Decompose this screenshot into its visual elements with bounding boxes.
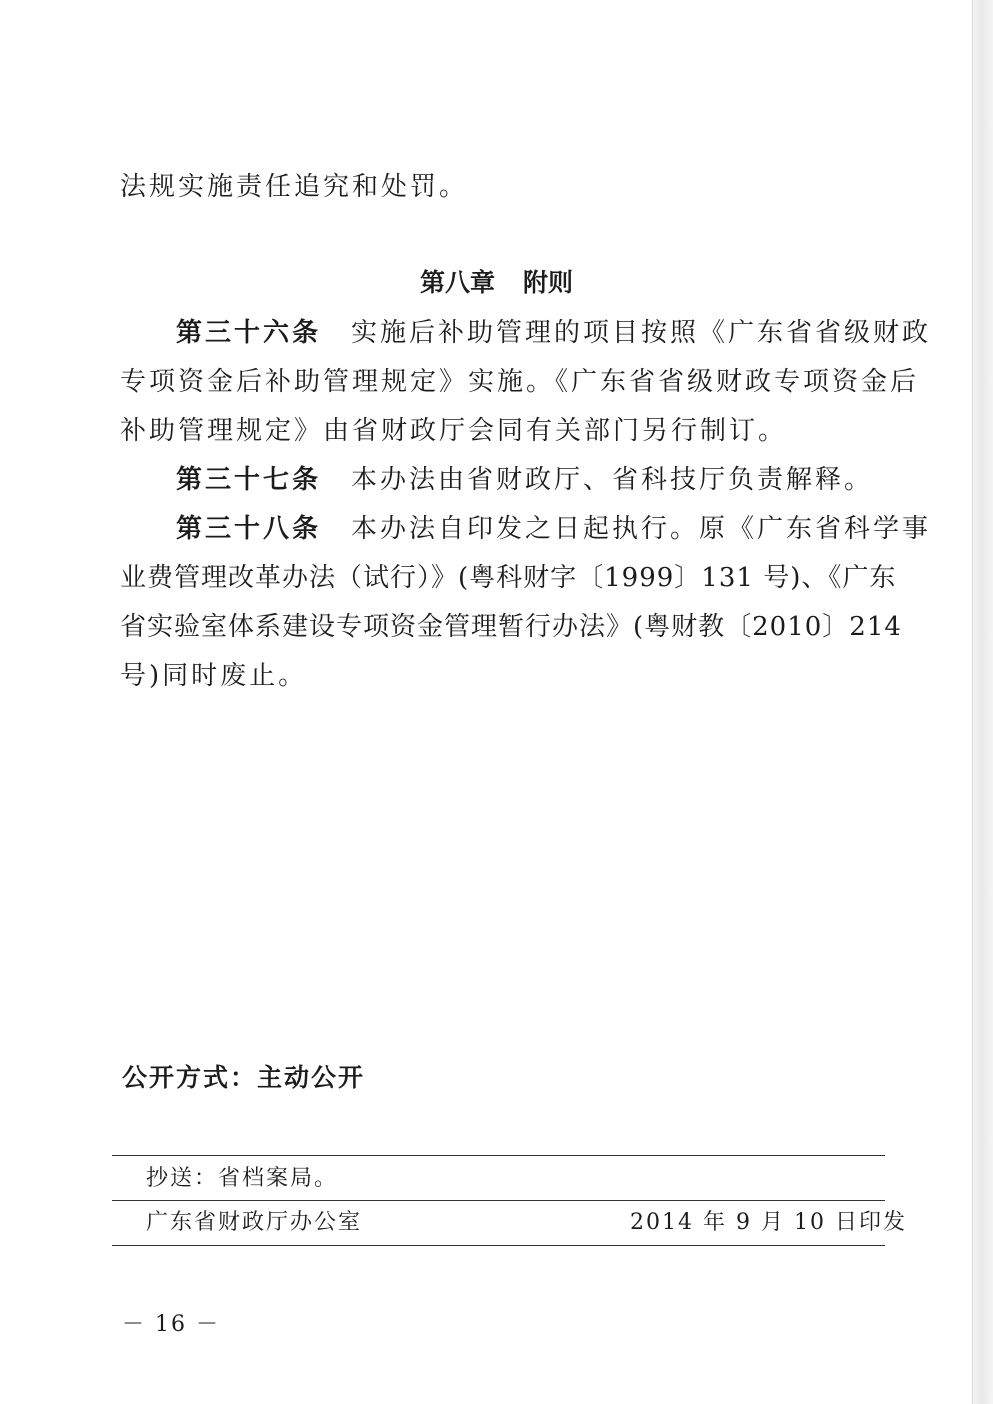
page-number: － 16 － [122, 1312, 220, 1337]
article-37-title: 第三十七条 [176, 465, 322, 495]
chapter-heading [0, 268, 993, 298]
article-36-text-2: 专项资金后补助管理规定》实施。《广东省省级财政专项资金后 [120, 367, 920, 397]
article-38-text-4: 号)同时废止。 [120, 661, 308, 691]
article-38-text-1: 本办法自印发之日起执行。原《广东省科学事 [351, 514, 932, 544]
cc-line: 抄送：省档案局。 [146, 1166, 339, 1191]
carryover-line: 法规实施责任追究和处罚。 [120, 172, 469, 202]
footer-bottom-rule [112, 1245, 885, 1246]
article-36-text-3: 补助管理规定》由省财政厅会同有关部门另行制订。 [120, 416, 788, 446]
chapter-number: 第八章 [419, 268, 495, 297]
article-38-title: 第三十八条 [176, 514, 322, 544]
issue-date: 2014 年 9 月 10 日印发 [630, 1210, 907, 1235]
footer-top-rule [112, 1155, 885, 1156]
issuer: 广东省财政厅办公室 [146, 1210, 363, 1235]
article-37-first-line [176, 465, 873, 495]
page-edge [972, 0, 993, 1404]
article-38-text-3: 省实验室体系建设专项资金管理暂行办法》(粤财教〔2010〕214 [120, 612, 902, 642]
article-38-first-line [176, 514, 931, 544]
article-38-text-2: 业费管理改革办法（试行）》(粤科财字〔1999〕131 号)、《广东 [120, 563, 897, 593]
article-36-text-1: 实施后补助管理的项目按照《广东省省级财政 [351, 318, 932, 348]
article-37-text-1: 本办法由省财政厅、省科技厅负责解释。 [351, 465, 874, 495]
disclosure-statement: 公开方式：主动公开 [122, 1063, 366, 1092]
footer-middle-rule [112, 1200, 885, 1201]
article-36-title: 第三十六条 [176, 318, 322, 348]
article-36-first-line [176, 318, 931, 348]
chapter-title: 附则 [523, 268, 574, 297]
